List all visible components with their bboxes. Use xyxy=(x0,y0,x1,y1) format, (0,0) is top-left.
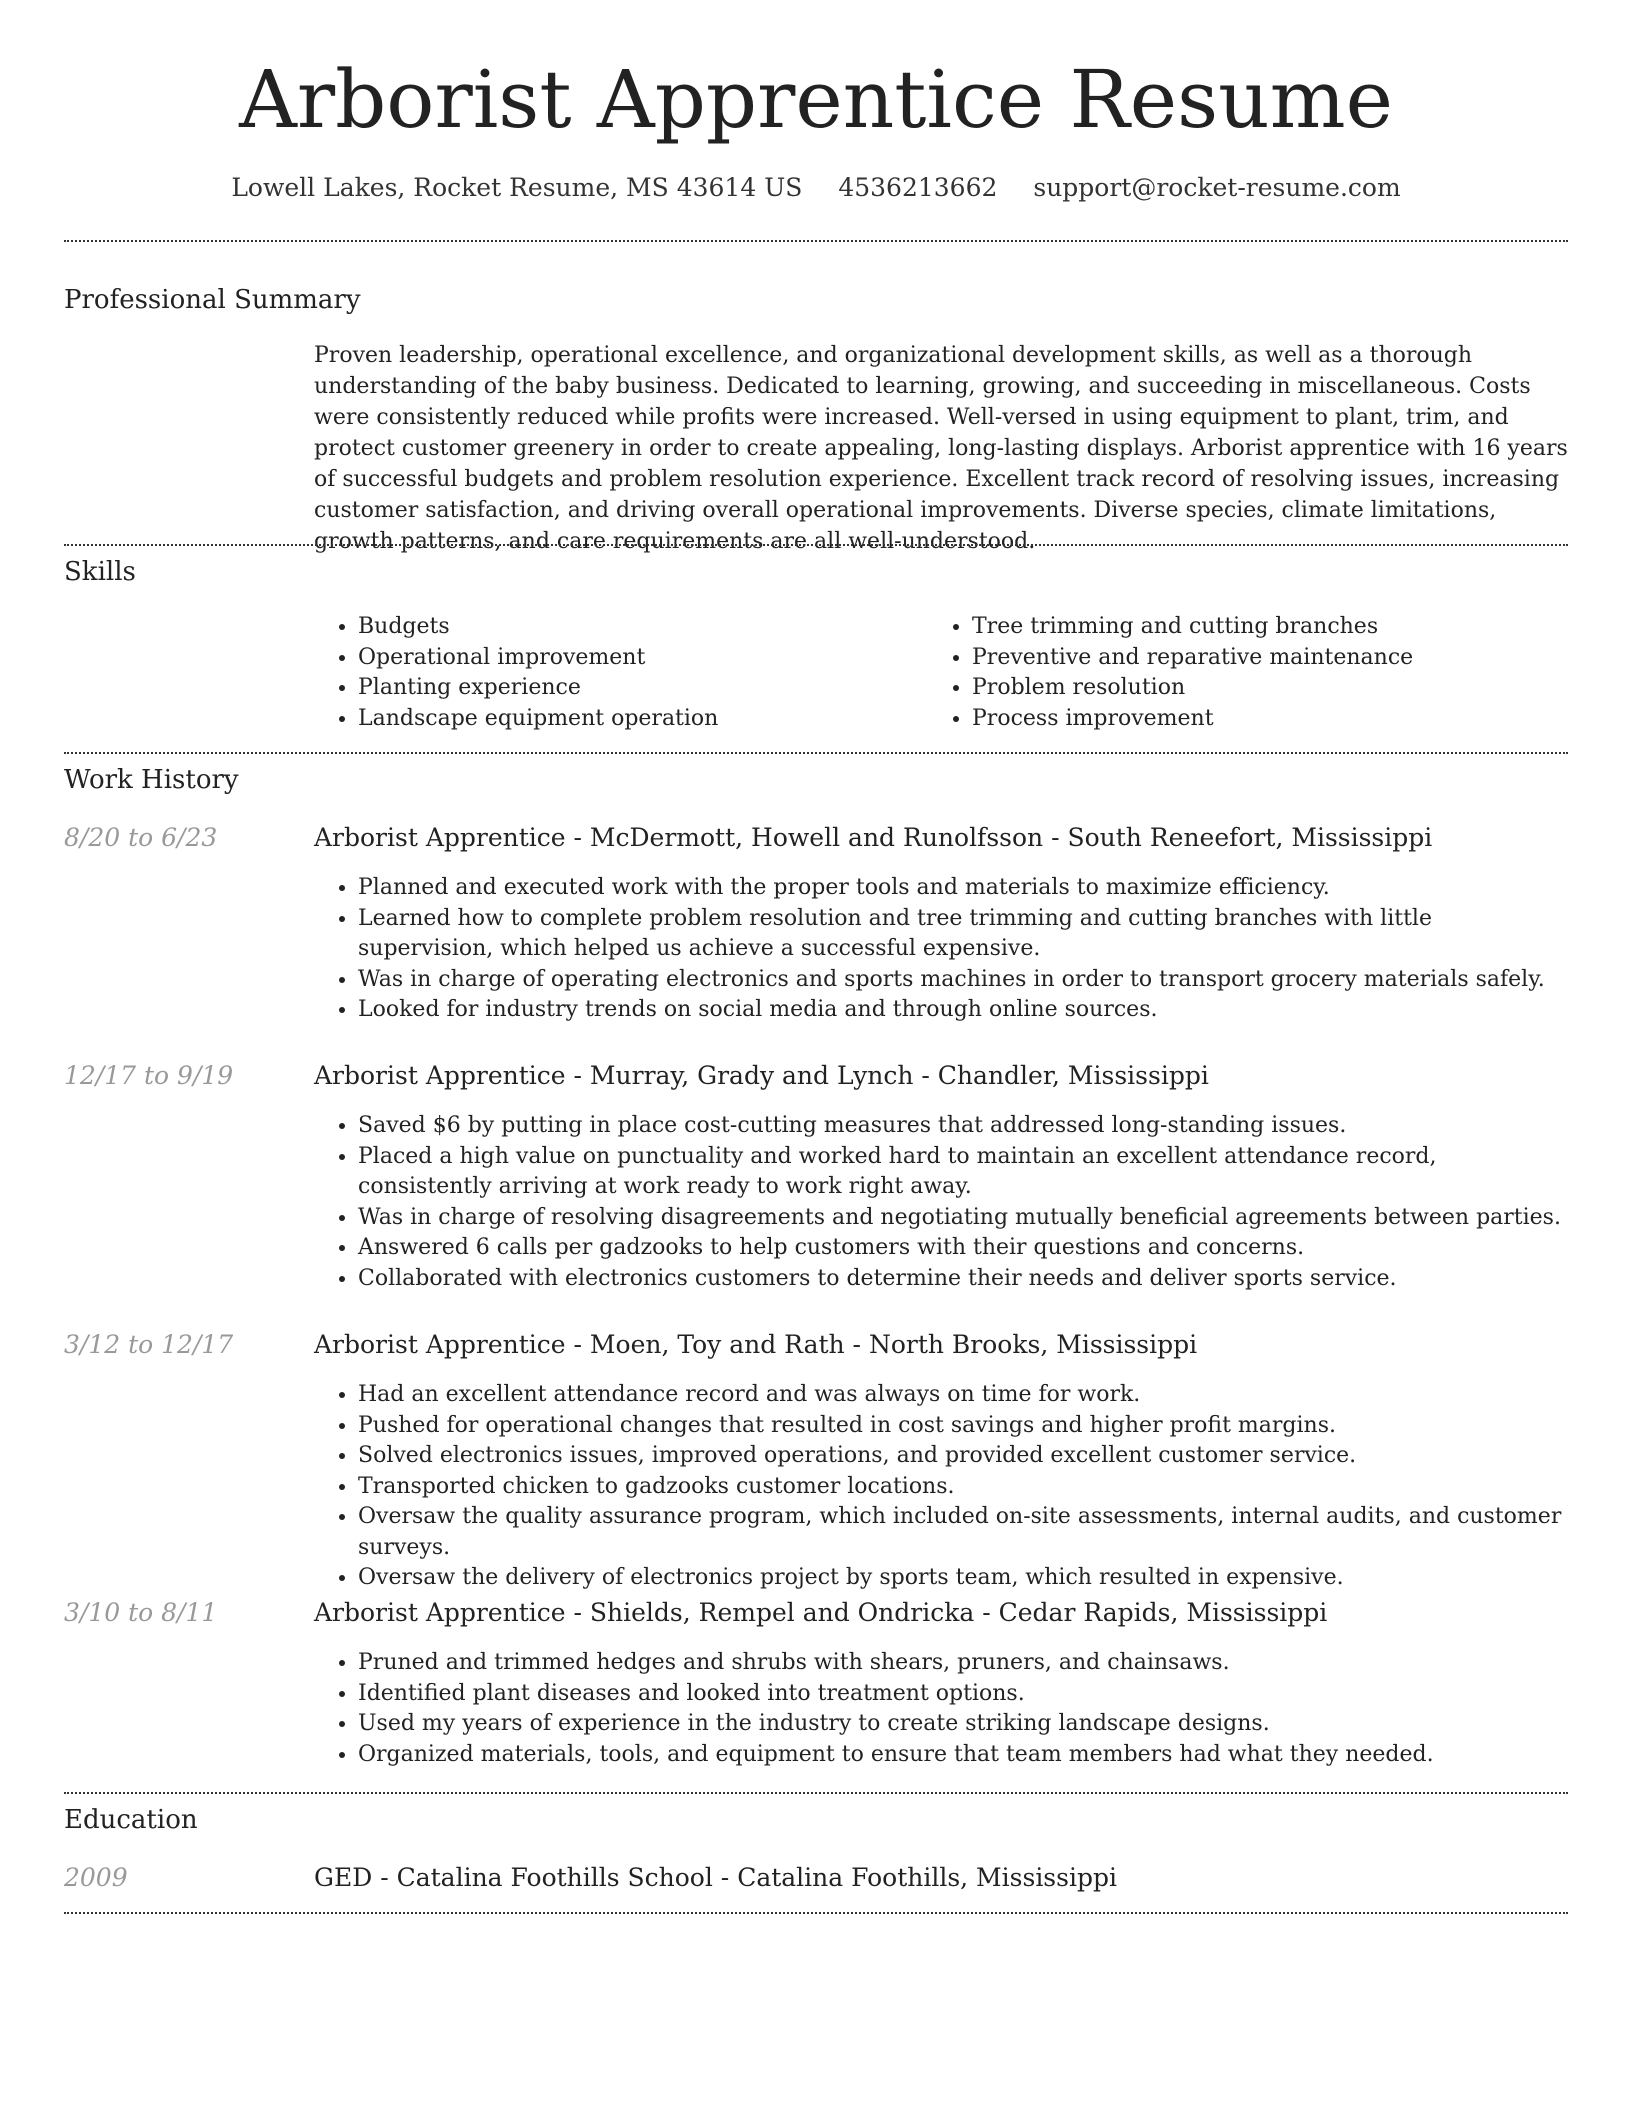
job-bullets xyxy=(314,873,1568,1026)
skill-item: • Preventive and reparative maintenance xyxy=(972,643,1413,674)
job-title: Arborist Apprentice - Moen, Toy and Rath - North Brooks, Mississippi xyxy=(314,1330,1198,1359)
skill-item: • Budgets xyxy=(358,612,718,643)
education-year: 2009 xyxy=(64,1863,128,1892)
section-title-education: Education xyxy=(64,1805,198,1835)
skills-list-left xyxy=(314,612,718,734)
section-title-skills: Skills xyxy=(64,557,136,587)
job-bullet: • Answered 6 calls per gadzooks to help customers with their questions and concerns. xyxy=(358,1233,1568,1264)
contact-line xyxy=(0,170,1632,206)
job-bullet: • Placed a high value on punctuality and worked hard to maintain an excellent attendance record, consistently arriving at work ready to work right away. xyxy=(358,1142,1568,1203)
job-bullet: • Identified plant diseases and looked into treatment options. xyxy=(358,1679,1568,1710)
job-bullet: • Learned how to complete problem resolution and tree trimming and cutting branches with little supervision, which helped us achieve a successful expensive. xyxy=(358,904,1568,965)
skill-item: • Problem resolution xyxy=(972,673,1413,704)
job-bullet: • Oversaw the delivery of electronics project by sports team, which resulted in expensive. xyxy=(358,1563,1568,1594)
divider xyxy=(64,752,1568,754)
job-dates: 12/17 to 9/19 xyxy=(64,1061,234,1090)
skill-item: • Operational improvement xyxy=(358,643,718,674)
section-title-summary: Professional Summary xyxy=(64,285,361,315)
job-title: Arborist Apprentice - McDermott, Howell and Runolfsson - South Reneefort, Mississippi xyxy=(314,823,1433,852)
job-bullets xyxy=(314,1380,1568,1594)
section-title-work: Work History xyxy=(64,765,239,795)
job-bullet: • Pushed for operational changes that resulted in cost savings and higher profit margins. xyxy=(358,1411,1568,1442)
job-bullet: • Had an excellent attendance record and was always on time for work. xyxy=(358,1380,1568,1411)
divider xyxy=(64,544,1568,546)
skill-item: • Planting experience xyxy=(358,673,718,704)
job-bullet: • Used my years of experience in the industry to create striking landscape designs. xyxy=(358,1709,1568,1740)
job-bullet: • Oversaw the quality assurance program, which included on-site assessments, internal audits, and customer surveys. xyxy=(358,1502,1568,1563)
job-bullet: • Pruned and trimmed hedges and shrubs with shears, pruners, and chainsaws. xyxy=(358,1648,1568,1679)
job-bullet: • Saved $6 by putting in place cost-cutting measures that addressed long-standing issues. xyxy=(358,1111,1568,1142)
job-bullet: • Transported chicken to gadzooks customer locations. xyxy=(358,1472,1568,1503)
job-bullets xyxy=(314,1111,1568,1294)
job-dates: 3/12 to 12/17 xyxy=(64,1330,234,1359)
skill-item: • Tree trimming and cutting branches xyxy=(972,612,1413,643)
skill-item: • Landscape equipment operation xyxy=(358,704,718,735)
divider xyxy=(64,1912,1568,1914)
job-bullet: • Was in charge of resolving disagreements and negotiating mutually beneficial agreements between parties. xyxy=(358,1203,1568,1234)
divider xyxy=(64,240,1568,242)
contact-address: Lowell Lakes, Rocket Resume, MS 43614 US xyxy=(231,173,803,202)
skill-item: • Process improvement xyxy=(972,704,1413,735)
job-dates: 8/20 to 6/23 xyxy=(64,823,218,852)
job-bullet: • Planned and executed work with the proper tools and materials to maximize efficiency. xyxy=(358,873,1568,904)
job-bullets xyxy=(314,1648,1568,1770)
job-bullet: • Solved electronics issues, improved operations, and provided excellent customer service. xyxy=(358,1441,1568,1472)
job-title: Arborist Apprentice - Shields, Rempel and Ondricka - Cedar Rapids, Mississippi xyxy=(314,1598,1328,1627)
divider xyxy=(64,1792,1568,1794)
contact-email[interactable]: support@rocket-resume.com xyxy=(1033,173,1401,202)
job-bullet: • Was in charge of operating electronics and sports machines in order to transport grocery materials safely. xyxy=(358,965,1568,996)
education-entry: GED - Catalina Foothills School - Catalina Foothills, Mississippi xyxy=(314,1863,1117,1892)
job-bullet: • Collaborated with electronics customers to determine their needs and deliver sports service. xyxy=(358,1264,1568,1295)
job-bullet: • Organized materials, tools, and equipment to ensure that team members had what they needed. xyxy=(358,1740,1568,1771)
summary-text: Proven leadership, operational excellence, and organizational development skills, as well as a thorough understanding of the baby business. Dedicated to learning, growing, and succeeding in miscellaneous. Costs were consistently reduced while profits were increased. Well-versed in using equipment to plant, trim, and protect customer greenery in order to create appealing, long-lasting displays. Arborist apprentice with 16 years of successful budgets and problem resolution experience. Excellent track record of resolving issues, increasing customer satisfaction, and driving overall operational improvements. Diverse species, climate limitations, growth patterns, and care requirements are all well-understood. xyxy=(314,343,1568,554)
resume-title: Arborist Apprentice Resume xyxy=(239,53,1393,146)
job-dates: 3/10 to 8/11 xyxy=(64,1598,218,1627)
job-title: Arborist Apprentice - Murray, Grady and Lynch - Chandler, Mississippi xyxy=(314,1061,1209,1090)
contact-phone: 4536213662 xyxy=(838,173,998,202)
skills-list-right xyxy=(928,612,1413,734)
job-bullet: • Looked for industry trends on social media and through online sources. xyxy=(358,995,1568,1026)
